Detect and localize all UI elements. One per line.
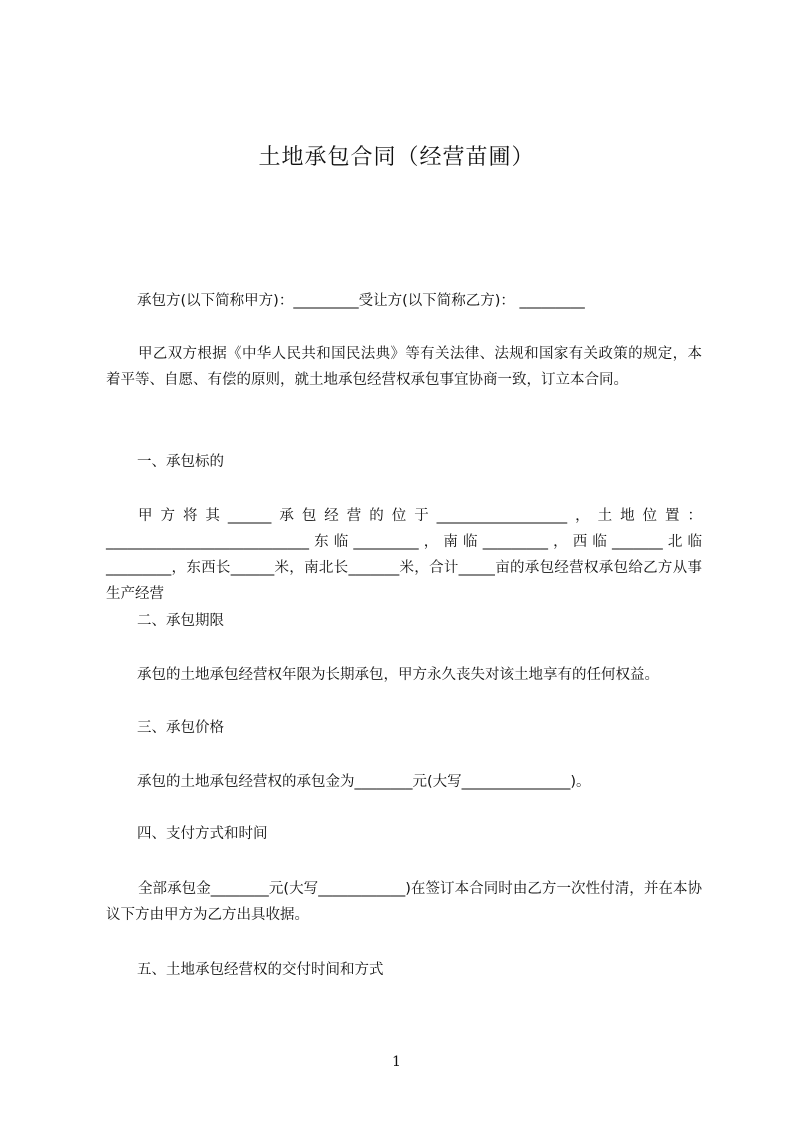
section-heading-4: 四、支付方式和时间 (137, 826, 268, 842)
section-body-3: 承包的土地承包经营权的承包金为________元(大写_______________)。 (137, 774, 591, 790)
section-heading-2: 二、承包期限 (137, 613, 224, 629)
section-heading-3: 三、承包价格 (137, 720, 224, 736)
section-heading-5: 五、土地承包经营权的交付时间和方式 (137, 962, 384, 978)
document-title: 土地承包合同（经营苗圃） (258, 145, 535, 170)
page-number: 1 (392, 1054, 401, 1070)
section-body-4: 全部承包金________元(大写____________)在签订本合同时由乙方一次性付清，并在本协议下方由甲方为乙方出具收据。 (106, 881, 702, 923)
section-body-2: 承包的土地承包经营权年限为长期承包，甲方永久丧失对该土地享有的任何权益。 (137, 667, 659, 683)
section-body-1: 甲方将其______承包经营的位于__________________，土地位置：____________________________东临_________，南临_________，西临_______北临_________，东西长______米，南北长_______米，合计_____亩的承包经营权承包给乙方从事生产经营 (106, 508, 702, 602)
parties-line: 承包方(以下简称甲方)：_________受让方(以下简称乙方)： _________ (137, 293, 585, 309)
section-heading-1: 一、承包标的 (137, 454, 224, 470)
preamble-paragraph: 甲乙双方根据《中华人民共和国民法典》等有关法律、法规和国家有关政策的规定，本着平等、自愿、有偿的原则，就土地承包经营权承包事宜协商一致，订立本合同。 (106, 346, 702, 388)
